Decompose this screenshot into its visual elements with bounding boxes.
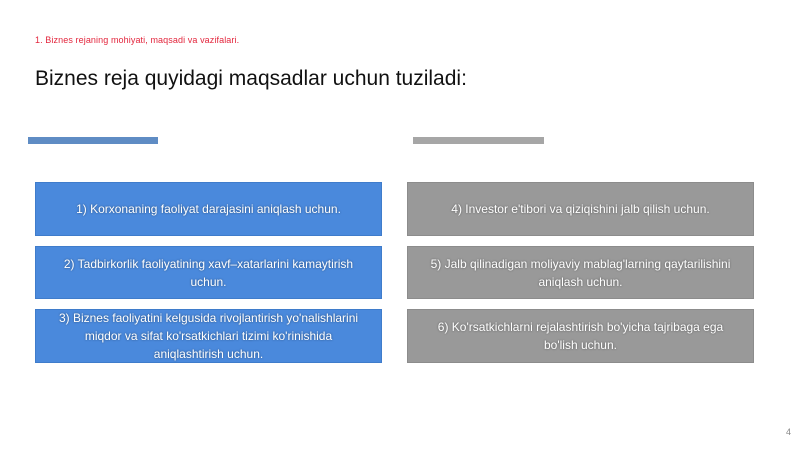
slide-title: Biznes reja quyidagi maqsadlar uchun tuziladi: — [35, 67, 467, 90]
left-accent-bar — [28, 137, 158, 144]
goal-box-5 — [407, 246, 754, 299]
goal-box-2 — [35, 246, 382, 299]
goal-box-4 — [407, 182, 754, 236]
goal-box-2-text: 2) Tadbirkorlik faoliyatining xavf–xatarlarini kamaytirish uchun. — [63, 256, 354, 289]
slide-subtitle: 1. Biznes rejaning mohiyati, maqsadi va vazifalari. — [35, 35, 240, 45]
goal-box-5-text: 5) Jalb qilinadigan moliyaviy mablag'larning qaytarilishini aniqlash uchun. — [430, 256, 731, 289]
goal-box-3-text: 3) Biznes faoliyatini kelgusida rivojlantirish yo'nalishlarini miqdor va sifat ko'rsatkichlari tizimi ko'rinishida aniqlashtirish uchun. — [58, 311, 359, 361]
goal-box-1-text: 1) Korxonaning faoliyat darajasini aniqlash uchun. — [76, 202, 341, 216]
goal-box-4-text: 4) Investor e'tibori va qiziqishini jalb qilish uchun. — [451, 202, 710, 216]
goal-box-6-text: 6) Ko'rsatkichlarni rejalashtirish bo'yicha tajribaga ega bo'lish uchun. — [437, 320, 724, 352]
page-number: 4 — [786, 427, 792, 437]
goal-box-1 — [35, 182, 382, 236]
goal-box-3 — [35, 309, 382, 363]
goal-box-6 — [407, 309, 754, 363]
right-accent-bar — [413, 137, 544, 144]
